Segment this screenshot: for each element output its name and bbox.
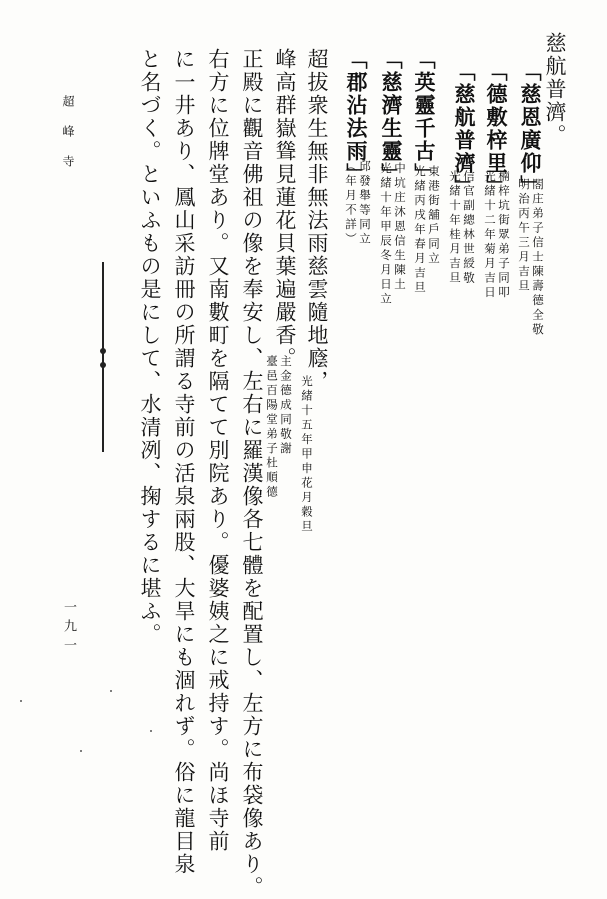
page-number: 一九一 bbox=[61, 600, 76, 657]
plaque-title-1: 「慈恩廣仰」 bbox=[518, 60, 543, 198]
running-header: 超峰寺 bbox=[61, 95, 75, 185]
paper-speck bbox=[150, 730, 152, 732]
couplet-line-1: 超拔衆生無非無法雨慈雲隨地廕， bbox=[305, 48, 329, 393]
text-column-10: 正殿に觀音佛祖の像を奉安し、左右に羅漢像各七體を配置し、左方に布袋像あり。 bbox=[240, 48, 264, 899]
plaque-note-3a: 光緒十年桂月吉旦 bbox=[448, 170, 462, 286]
plaque-note-1b: 閤庄弟子信士陳壽德全敬 bbox=[531, 178, 545, 338]
text-column-11: 右方に位牌堂あり。又南數町を隔てて別院あり。優婆姨之に戒持す。尚ほ寺前 bbox=[206, 48, 230, 853]
couplet-line-2: 峰高群嶽聳見蓮花貝葉遍嚴香。 bbox=[273, 48, 297, 370]
text-column-1: 慈航普濟。 bbox=[543, 32, 567, 147]
text-column-13: と名づく。といふもの是にして、水清冽、掬するに堪ふ。 bbox=[138, 48, 162, 646]
plaque-note-2a: 光緒十二年菊月吉日 bbox=[483, 170, 497, 301]
paper-speck bbox=[20, 700, 22, 702]
plaque-note-5a: 光緒十年甲辰冬月日立 bbox=[379, 162, 393, 307]
plaque-title-6: 「郡沾法雨」 bbox=[344, 48, 369, 186]
plaque-note-6a: （年月不詳） bbox=[344, 160, 358, 247]
paper-speck bbox=[80, 750, 82, 752]
plaque-title-3: 「慈航普濟」 bbox=[452, 60, 477, 198]
couplet-note-1: 光緒十五年甲申花月穀旦 bbox=[300, 375, 314, 535]
margin-rule-dot bbox=[100, 348, 106, 354]
plaque-note-4b: 東港街舖戶同立 bbox=[427, 165, 441, 267]
plaque-note-3b: 信官副總林世綬敬 bbox=[462, 170, 476, 286]
couplet-note-2b: 主金德成同敬謝 bbox=[279, 355, 293, 457]
plaque-note-5b: 中坑庄沐恩信生陳土 bbox=[393, 162, 407, 293]
plaque-title-5: 「慈濟生靈」 bbox=[379, 48, 404, 186]
plaque-title-4: 「英靈千古」 bbox=[412, 48, 437, 186]
plaque-note-4a: 光緒丙戌年春月吉旦 bbox=[413, 165, 427, 296]
text-column-12: に一井あり、鳳山采訪冊の所謂る寺前の活泉兩股、大旱にも涸れず。俗に龍目泉 bbox=[172, 48, 196, 876]
margin-rule bbox=[102, 262, 104, 452]
plaque-note-1a: 明治丙午三月吉旦 bbox=[517, 178, 531, 294]
plaque-note-2b: 楠梓坑街眾弟子同叩 bbox=[497, 170, 511, 301]
plaque-note-6b: 邱發舉等同立 bbox=[358, 160, 372, 247]
margin-rule-dot bbox=[100, 362, 106, 368]
couplet-note-2a: 臺邑百陽堂弟子杜順德 bbox=[265, 355, 279, 500]
plaque-title-2: 「德敷梓里」 bbox=[484, 60, 509, 198]
paper-speck bbox=[110, 690, 112, 692]
